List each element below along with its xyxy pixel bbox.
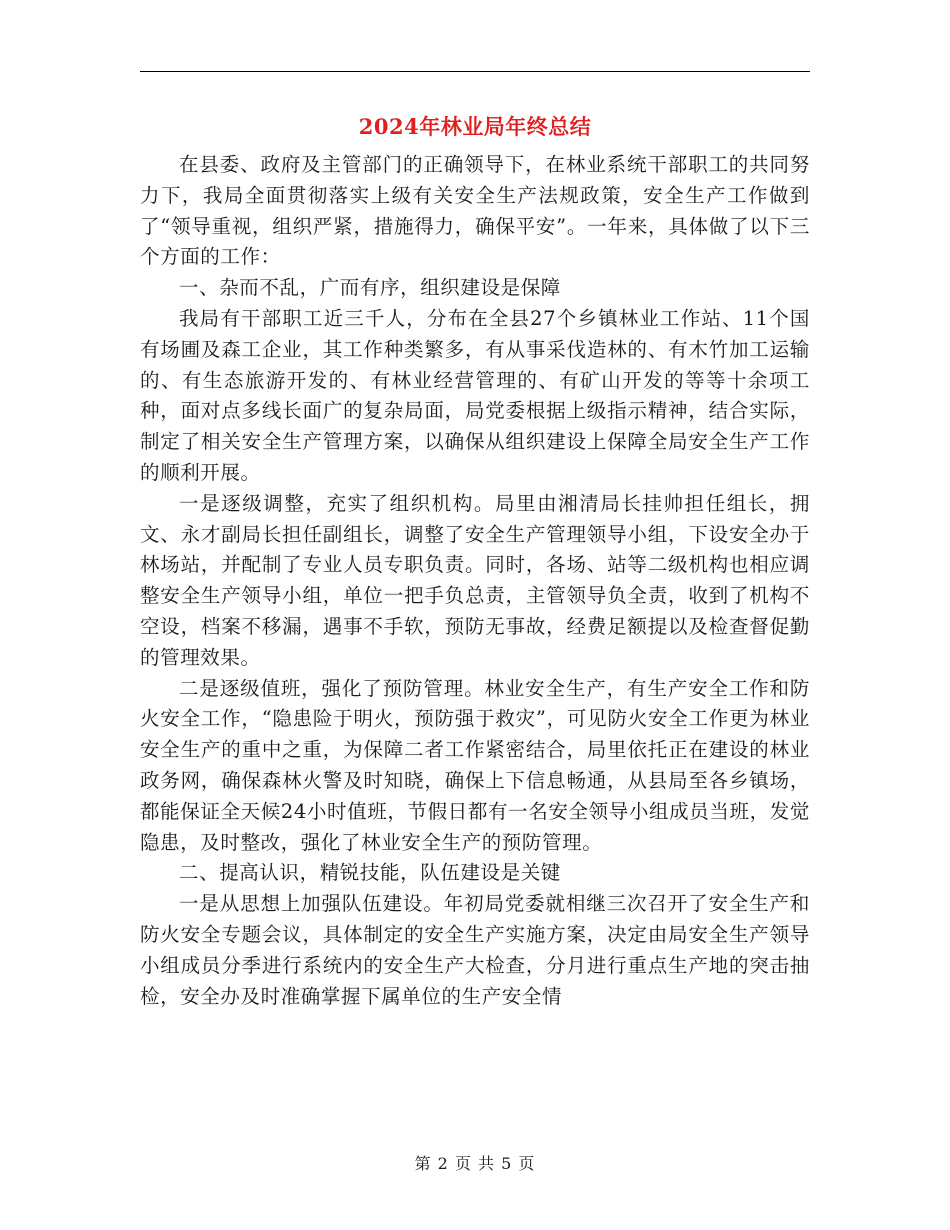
section-heading-2: 二、提高认识，精锐技能，队伍建设是关键 — [179, 861, 561, 885]
paragraph: 一是从思想上加强队伍建设。年初局党委就相继三次召开了安全生产和防火安全专题会议，具体制定的安全生产实施方案，决定由局安全生产领导小组成员分季进行系统内的安全生产大检查，分月进行重点生产地的突击抽检，安全办及时准确掌握下属单位的生产安全情 — [140, 892, 810, 1008]
page-number-footer: 第 2 页 共 5 页 — [414, 1154, 536, 1173]
document-body — [140, 150, 810, 1012]
section-heading-1: 一、杂而不乱，广而有序，组织建设是保障 — [179, 276, 561, 300]
document-title: 2024年林业局年终总结 — [358, 114, 592, 139]
header-rule — [140, 71, 810, 72]
paragraph: 我局有干部职工近三千人，分布在全县27个乡镇林业工作站、11个国有场圃及森工企业，其工作种类繁多，有从事采伐造林的、有木竹加工运输的、有生态旅游开发的、有林业经营管理的、有矿山开发的等等十余项工种，面对点多线长面广的复杂局面，局党委根据上级指示精神，结合实际，制定了相关安全生产管理方案，以确保从组织建设上保障全局安全生产工作的顺利开展。 — [140, 306, 810, 484]
paragraph: 二是逐级值班，强化了预防管理。林业安全生产，有生产安全工作和防火安全工作，“隐患险于明火，预防强于救灾”，可见防火安全工作更为林业安全生产的重中之重，为保障二者工作紧密结合，局里依托正在建设的林业政务网，确保森林火警及时知晓，确保上下信息畅通，从县局至各乡镇场，都能保证全天候24小时值班，节假日都有一名安全领导小组成员当班，发觉隐患，及时整改，强化了林业安全生产的预防管理。 — [140, 676, 810, 854]
paragraph-intro: 在县委、政府及主管部门的正确领导下，在林业系统干部职工的共同努力下，我局全面贯彻落实上级有关安全生产法规政策，安全生产工作做到了“领导重视，组织严紧，措施得力，确保平安”。一年来，具体做了以下三个方面的工作： — [140, 153, 810, 269]
paragraph: 一是逐级调整，充实了组织机构。局里由湘清局长挂帅担任组长，拥文、永才副局长担任副组长，调整了安全生产管理领导小组，下设安全办于林场站，并配制了专业人员专职负责。同时，各场、站等二级机构也相应调整安全生产领导小组，单位一把手负总责，主管领导负全责，收到了机构不空设，档案不移漏，遇事不手软，预防无事故，经费足额提以及检查督促勤的管理效果。 — [140, 491, 810, 669]
